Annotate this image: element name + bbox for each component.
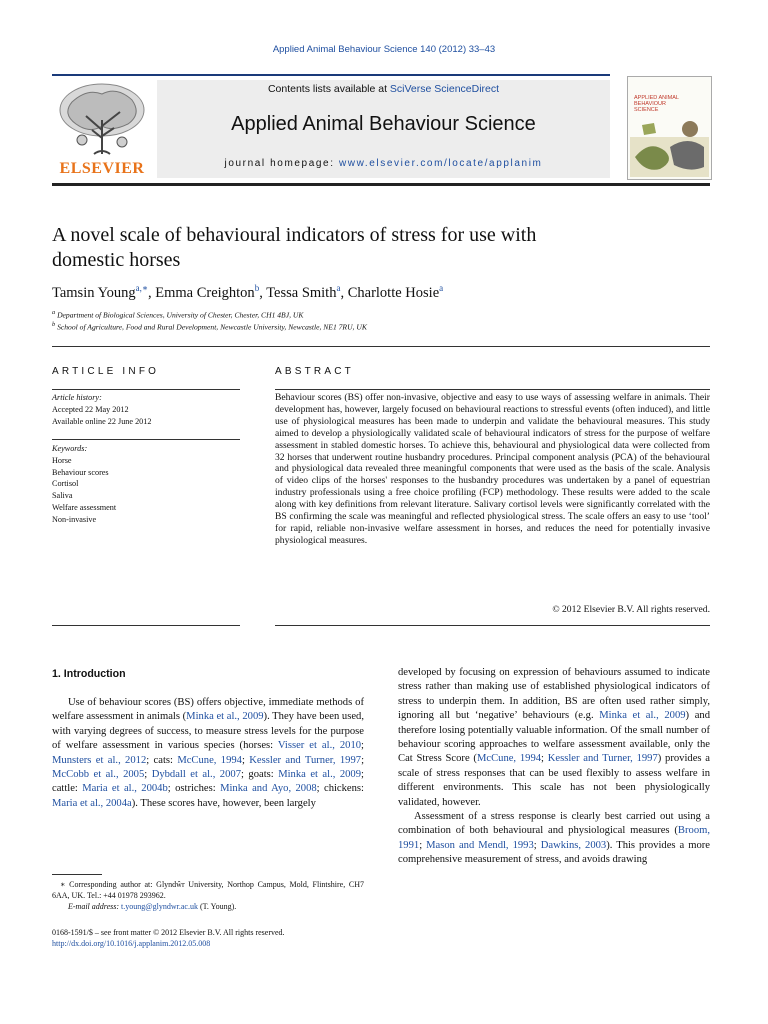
keyword: Welfare assessment xyxy=(52,502,117,512)
citation-link[interactable]: Minka et al., 2009 xyxy=(186,711,264,723)
citation-link[interactable]: Kessler and Turner, 1997 xyxy=(249,754,362,766)
affiliation-mark: b xyxy=(52,321,56,328)
author-separator: , xyxy=(259,284,267,301)
author-separator: , xyxy=(340,284,348,301)
affiliation-mark: a xyxy=(52,309,56,316)
author-separator: , xyxy=(147,284,156,301)
abstract-rule xyxy=(275,389,710,390)
citation-link[interactable]: Kessler and Turner, 1997 xyxy=(547,753,658,765)
paragraph-text: ; xyxy=(533,839,541,851)
front-matter-footnote xyxy=(52,927,382,949)
article-history xyxy=(52,392,240,427)
header-bottom-rule xyxy=(52,183,710,186)
intro-paragraph-1 xyxy=(52,696,364,811)
keyword: Saliva xyxy=(52,491,73,501)
author-list xyxy=(52,283,443,302)
keyword: Behaviour scores xyxy=(52,467,109,477)
paragraph-text: ; ostriches: xyxy=(167,783,221,795)
email-label: E-mail address: xyxy=(68,902,122,911)
author-name: Tamsin Young xyxy=(52,284,136,301)
header-top-rule xyxy=(52,74,610,76)
intro-column-left xyxy=(52,696,364,811)
email-suffix: (T. Young). xyxy=(197,902,237,911)
keywords-block xyxy=(52,443,240,526)
abstract-text: Behaviour scores (BS) offer non-invasive, objective and easy to use ways of assessing welfare in animals. Their development has, however, largely focused on behavioural reactions to stressful events (often induced), and little use of physiological measures has been made to underpin and validate the behavioural measures. This study aimed to develop a physiologically validated scale of behavioural indicators of stress for the purpose of welfare assessment in stabled domestic horses. To achieve this, behavioural and physiological data were collected from 32 horses that underwent routine husbandry procedures. Principal component analysis (PCA) of the behavioural and physiological data revealed three meaningful components that were used as the basis of the scale. Analysis of video clips of the horses' responses to the husbandry procedures was undertaken by a panel of equestrian industry professionals using a free choice profiling (FCP) methodology. These results were added to the scale along with key definitions from relevant literature. Salivary cortisol levels were significantly correlated with the BS confirming the scale was meaningful and reflected physiological stress. The scale offers an easy to use ‘tool’ for rapid, reliable non-invasive welfare assessment in horses, and reduces the need for potentially invasive physiological measures. xyxy=(275,392,710,546)
tree-icon xyxy=(52,80,152,160)
homepage-link[interactable]: www.elsevier.com/locate/applanim xyxy=(338,158,543,169)
cover-animals-image xyxy=(630,117,709,177)
abstract-bottom-rule xyxy=(275,625,710,626)
citation-link[interactable]: McCobb et al., 2005 xyxy=(52,769,145,781)
paragraph-text: ; xyxy=(419,839,427,851)
citation-link[interactable]: Minka and Ayo, 2008 xyxy=(220,783,317,795)
paper-title: A novel scale of behavioural indicators of stress for use with domestic horses xyxy=(52,224,537,271)
paragraph-text: ; xyxy=(144,769,152,781)
cover-title: APPLIED ANIMAL BEHAVIOUR SCIENCE xyxy=(634,95,679,113)
paragraph-text: ; xyxy=(241,754,250,766)
intro-column-right xyxy=(398,666,710,868)
paragraph-text: ; xyxy=(361,754,365,766)
online-date: Available online 22 June 2012 xyxy=(52,416,152,426)
paragraph-text: ; xyxy=(541,753,548,765)
publisher-wordmark: ELSEVIER xyxy=(59,160,145,177)
homepage-line xyxy=(157,158,610,169)
accepted-date: Accepted 22 May 2012 xyxy=(52,404,129,414)
journal-reference[interactable]: Applied Animal Behaviour Science 140 (2012) 33–43 xyxy=(272,44,496,55)
citation-link[interactable]: Minka et al., 2009 xyxy=(278,769,362,781)
article-info-rule xyxy=(52,389,240,390)
journal-cover-thumbnail xyxy=(627,76,712,180)
intro-paragraph-2 xyxy=(398,666,710,810)
paragraph-text: Use of behaviour scores (BS) offers objective, immediate methods of welfare assessment in animals ( xyxy=(52,697,364,723)
citation-link[interactable]: Munsters et al., 2012 xyxy=(52,754,147,766)
affiliation-b xyxy=(52,321,367,332)
paragraph-text: ; goats: xyxy=(241,769,279,781)
sciencedirect-link[interactable]: SciVerse ScienceDirect xyxy=(389,83,500,95)
paragraph-text: ) provides a scale of stress responses that can be used flexibly to assess welfare in different environments. This scale has not been physiologically validated, however. xyxy=(398,753,710,808)
corresponding-author-footnote xyxy=(52,879,364,912)
article-info-bottom-rule xyxy=(52,625,240,626)
citation-link[interactable]: Visser et al., 2010 xyxy=(277,740,362,752)
keyword: Horse xyxy=(52,455,72,465)
paragraph-text: Assessment of a stress response is clearly best carried out using a combination of both behavioural and physiological measures ( xyxy=(398,811,710,837)
citation-link[interactable]: Broom, 1991 xyxy=(398,825,710,851)
author-name: Emma Creighton xyxy=(155,284,255,301)
journal-title: Applied Animal Behaviour Science xyxy=(231,113,536,135)
email-link[interactable]: t.young@glyndwr.ac.uk xyxy=(121,902,198,911)
citation-link[interactable]: Dawkins, 2003 xyxy=(540,839,607,851)
affiliation-text: School of Agriculture, Food and Rural Development, Newcastle University, Newcastle, NE1 7RU, UK xyxy=(57,322,367,332)
abstract-heading: ABSTRACT xyxy=(275,366,354,377)
affiliation-a xyxy=(52,309,303,320)
author-affiliation-mark[interactable]: b xyxy=(254,283,260,293)
corresponding-author-text: ∗ Corresponding author at: Glyndŵr University, Northop Campus, Mold, Flintshire, CH7 6AA, UK. Tel.: +44 01978 293962. xyxy=(52,880,364,900)
citation-link[interactable]: Dybdall et al., 2007 xyxy=(151,769,241,781)
citation-link[interactable]: Mason and Mendl, 1993 xyxy=(426,839,534,851)
paragraph-text: ; cattle: xyxy=(52,769,364,795)
issn-line: 0168-1591/$ – see front matter © 2012 Elsevier B.V. All rights reserved. xyxy=(52,928,285,937)
author-affiliation-mark[interactable]: a xyxy=(439,283,444,293)
keyword: Non-invasive xyxy=(52,514,97,524)
title-divider xyxy=(52,346,710,347)
article-info-heading: ARTICLE INFO xyxy=(52,366,160,377)
footnote-rule xyxy=(52,874,102,875)
contents-line xyxy=(157,83,610,95)
citation-link[interactable]: Maria et al., 2004b xyxy=(82,783,168,795)
keywords-rule xyxy=(52,439,240,440)
intro-paragraph-3 xyxy=(398,810,710,868)
homepage-prefix: journal homepage: xyxy=(224,158,339,169)
citation-link[interactable]: McCune, 1994 xyxy=(177,754,242,766)
affiliation-text: Department of Biological Sciences, University of Chester, Chester, CH1 4BJ, UK xyxy=(57,310,304,320)
journal-masthead xyxy=(157,80,610,178)
paragraph-text: developed by focusing on expression of behaviours assumed to indicate stress rather than making use of established physiological indicators of stress to underpin them. In addition, BS are often used rather simply, ignoring all but ‘negative’ behaviours (e.g. xyxy=(398,667,710,722)
paragraph-text: ; cats: xyxy=(146,754,178,766)
author-affiliation-mark[interactable]: a xyxy=(336,283,341,293)
elsevier-logo xyxy=(52,80,152,178)
abstract-copyright: © 2012 Elsevier B.V. All rights reserved. xyxy=(552,604,710,615)
paragraph-text: ). These scores have, however, been largely xyxy=(131,797,316,809)
email-line xyxy=(52,901,364,912)
citation-link[interactable]: Minka et al., 2009 xyxy=(599,710,686,722)
paragraph-text: ; xyxy=(361,740,364,752)
keyword: Cortisol xyxy=(52,479,79,489)
paragraph-text: ). They have been used, with varying degrees of success, to measure stress levels for the purpose of welfare assessment in various species (horses: xyxy=(52,711,364,752)
doi-link[interactable]: http://dx.doi.org/10.1016/j.applanim.2012.05.008 xyxy=(52,939,211,948)
paragraph-text: ) and therefore losing potentially valuable information. Of the small number of behaviour scoring approaches to welfare assessment available, only the Cat Stress Score ( xyxy=(398,710,710,765)
section-heading-introduction: 1. Introduction xyxy=(52,668,126,680)
keywords-label: Keywords: xyxy=(52,444,88,453)
citation-link[interactable]: Maria et al., 2004a xyxy=(52,797,132,809)
paragraph-text: ; chickens: xyxy=(316,783,364,795)
author-affiliation-mark[interactable]: a,∗ xyxy=(135,283,148,293)
citation-link[interactable]: McCune, 1994 xyxy=(476,753,542,765)
history-label: Article history: xyxy=(52,393,102,402)
author-name: Tessa Smith xyxy=(266,284,337,301)
paragraph-text: ). This provides a more comprehensive measurement of stress, and avoids drawing xyxy=(398,839,711,866)
author-name: Charlotte Hosie xyxy=(347,284,440,301)
contents-prefix: Contents lists available at xyxy=(267,83,390,95)
